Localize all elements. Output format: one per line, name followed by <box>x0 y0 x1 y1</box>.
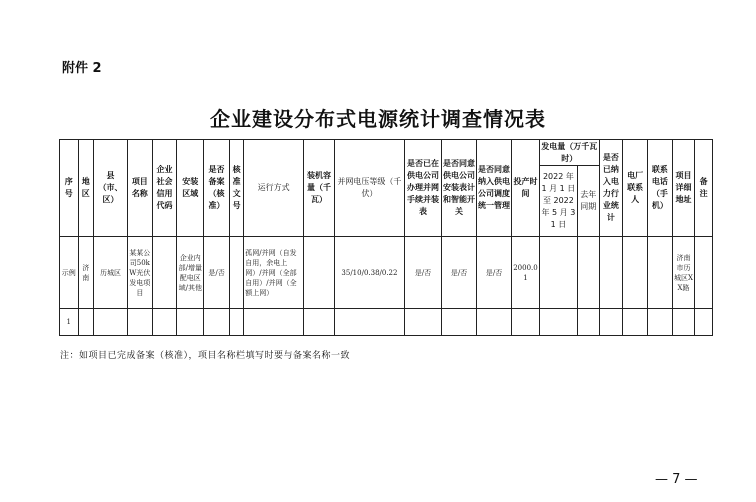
cell-empty <box>442 309 477 336</box>
cell-empty <box>695 309 713 336</box>
cell-filed: 是/否 <box>204 237 230 309</box>
header-region: 地区 <box>78 140 93 237</box>
cell-empty <box>127 309 152 336</box>
cell-empty <box>623 309 648 336</box>
header-seq: 序号 <box>60 140 79 237</box>
cell-gen-period <box>539 237 577 309</box>
cell-project-name: 某某公司50kW光伏发电项目 <box>127 237 152 309</box>
cell-address: 济南市历城区XX路 <box>672 237 695 309</box>
table-row-blank <box>60 309 713 336</box>
cell-region: 济南 <box>78 237 93 309</box>
cell-plant-contact <box>623 237 648 309</box>
header-approval-doc: 核准文号 <box>229 140 243 237</box>
header-stats-included: 是否已纳入电力行业统计 <box>599 140 623 237</box>
header-commission-time: 投产时间 <box>512 140 540 237</box>
header-dispatch: 是否同意纳入供电公司调度统一管理 <box>477 140 512 237</box>
cell-voltage: 35/10/0.38/0.22 <box>334 237 404 309</box>
cell-empty <box>334 309 404 336</box>
cell-credit-code <box>152 237 177 309</box>
cell-empty <box>177 309 204 336</box>
attachment-label: 附件 2 <box>62 61 102 76</box>
header-filed: 是否备案（核准） <box>204 140 230 237</box>
cell-stats-included <box>599 237 623 309</box>
header-project-name: 项目名称 <box>127 140 152 237</box>
cell-county: 历城区 <box>93 237 127 309</box>
cell-remark <box>695 237 713 309</box>
table-row-example <box>60 237 713 309</box>
cell-empty <box>477 309 512 336</box>
cell-commission-time: 2000.01 <box>512 237 540 309</box>
cell-empty <box>577 309 599 336</box>
header-gen-last-year: 去年同期 <box>577 166 599 237</box>
cell-gen-last-year <box>577 237 599 309</box>
cell-empty <box>599 309 623 336</box>
cell-seq: 1 <box>60 309 79 336</box>
cell-grid-procedure: 是/否 <box>404 237 441 309</box>
footnote: 注：如项目已完成备案（核准），项目名称栏填写时要与备案名称一致 <box>60 351 351 361</box>
cell-empty <box>647 309 672 336</box>
header-meter-switch: 是否同意供电公司安装表计和智能开关 <box>442 140 477 237</box>
header-county: 县（市、区） <box>93 140 127 237</box>
cell-empty <box>204 309 230 336</box>
header-plant-contact: 电厂联系人 <box>623 140 648 237</box>
cell-empty <box>152 309 177 336</box>
cell-empty <box>512 309 540 336</box>
page-title: 企业建设分布式电源统计调查情况表 <box>210 107 546 131</box>
cell-empty <box>539 309 577 336</box>
header-operation-mode: 运行方式 <box>244 140 304 237</box>
cell-empty <box>304 309 335 336</box>
page-number: — 7 — <box>655 472 698 487</box>
header-grid-procedure: 是否已在供电公司办理并网手续并装表 <box>404 140 441 237</box>
cell-empty <box>672 309 695 336</box>
cell-dispatch: 是/否 <box>477 237 512 309</box>
cell-install-area: 企业内部/增量配电区域/其他 <box>177 237 204 309</box>
header-contact-phone: 联系电话（手机） <box>647 140 672 237</box>
cell-empty <box>244 309 304 336</box>
cell-meter-switch: 是/否 <box>442 237 477 309</box>
header-credit-code: 企业社会信用代码 <box>152 140 177 237</box>
cell-approval-doc <box>229 237 243 309</box>
header-address: 项目详细地址 <box>672 140 695 237</box>
header-install-area: 安装区域 <box>177 140 204 237</box>
cell-operation-mode: 孤网/并网（自发自用，余电上网）/并网（全部自用）/并网（全额上网） <box>244 237 304 309</box>
header-remark: 备注 <box>695 140 713 237</box>
cell-capacity <box>304 237 335 309</box>
header-voltage: 并网电压等级（千伏） <box>334 140 404 237</box>
cell-empty <box>78 309 93 336</box>
statistics-table <box>59 139 713 336</box>
header-capacity: 装机容量（千瓦） <box>304 140 335 237</box>
cell-contact-phone <box>647 237 672 309</box>
cell-empty <box>404 309 441 336</box>
cell-seq: 示例 <box>60 237 79 309</box>
cell-empty <box>93 309 127 336</box>
header-generation: 发电量（万千瓦时） <box>539 140 599 166</box>
cell-empty <box>229 309 243 336</box>
header-gen-period: 2022 年 1 月 1 日至 2022 年 5 月 31 日 <box>539 166 577 237</box>
